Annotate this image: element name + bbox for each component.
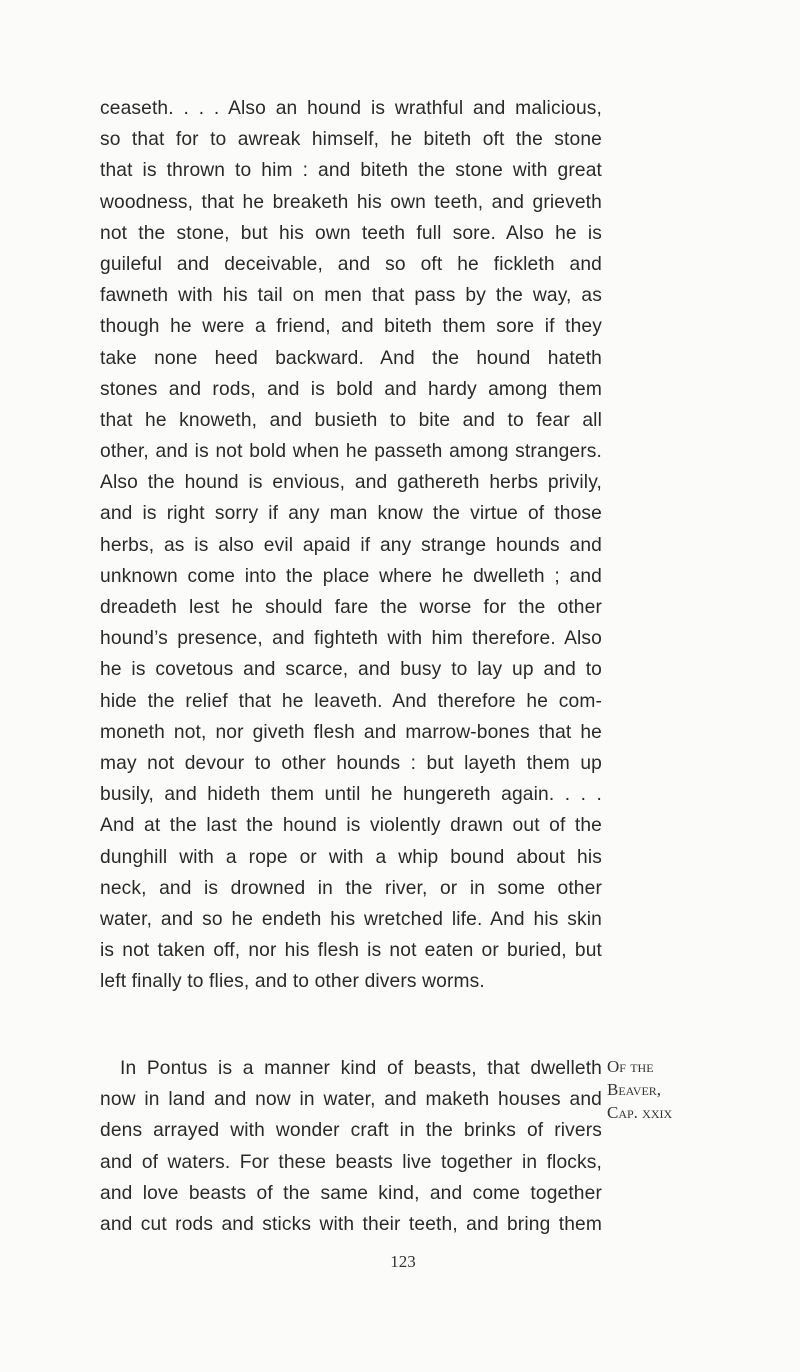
- marginal-note-title: Of the: [607, 1057, 654, 1076]
- text-line: herbs, as is also evil apaid if any strange hounds and: [100, 534, 602, 556]
- text-line: dens arrayed with wonder craft in the brinks of rivers: [100, 1120, 602, 1142]
- text-line: stones and rods, and is bold and hardy among them: [100, 378, 602, 400]
- text-line: take none heed backward. And the hound hateth: [100, 347, 602, 369]
- text-line: And at the last the hound is violently drawn out of the: [100, 815, 602, 837]
- text-line: may not devour to other hounds : but layeth them up: [100, 752, 602, 774]
- text-line: dunghill with a rope or with a whip bound about his: [100, 846, 602, 868]
- text-line: and cut rods and sticks with their teeth, and bring them: [100, 1213, 602, 1235]
- text-line: water, and so he endeth his wretched life. And his skin: [100, 908, 602, 930]
- text-line: hound’s presence, and fighteth with him therefore. Also: [100, 628, 602, 650]
- text-line: Also the hound is envious, and gathereth herbs privily,: [100, 472, 602, 494]
- text-line: that is thrown to him : and biteth the stone with great: [100, 160, 602, 182]
- text-line: and of waters. For these beasts live together in flocks,: [100, 1151, 602, 1173]
- text-line: now in land and now in water, and maketh houses and: [100, 1089, 602, 1111]
- page-number: 123: [390, 1252, 416, 1271]
- text-line: left finally to flies, and to other divers worms.: [100, 971, 485, 993]
- text-line: moneth not, nor giveth flesh and marrow-bones that he: [100, 721, 602, 743]
- text-line: though he were a friend, and biteth them sore if they: [100, 316, 602, 338]
- marginal-note: [607, 1055, 800, 1124]
- text-line: unknown come into the place where he dwelleth ; and: [100, 565, 602, 587]
- text-line: is not taken off, nor his flesh is not eaten or buried, but: [100, 940, 602, 962]
- text-line: woodness, that he breaketh his own teeth, and grieveth: [100, 191, 602, 213]
- marginal-note-chapter: Cap. xxix: [607, 1103, 673, 1122]
- text-line: ceaseth. . . . Also an hound is wrathful and malicious,: [100, 98, 602, 119]
- text-line: and love beasts of the same kind, and come together: [100, 1182, 602, 1204]
- text-line: he is covetous and scarce, and busy to lay up and to: [100, 659, 602, 681]
- text-line: not the stone, but his own teeth full sore. Also he is: [100, 222, 602, 244]
- text-line: guileful and deceivable, and so oft he fickleth and: [100, 253, 602, 275]
- text-line: busily, and hideth them until he hungereth again. . . .: [100, 784, 602, 806]
- text-line: that he knoweth, and busieth to bite and to fear all: [100, 409, 602, 431]
- paragraph-beaver: [100, 1053, 602, 1240]
- text-line: dreadeth lest he should fare the worse for the other: [100, 597, 602, 618]
- paragraph-hound: [100, 93, 602, 997]
- text-line: fawneth with his tail on men that pass by the way, as: [100, 285, 602, 307]
- text-line: other, and is not bold when he passeth among strangers.: [100, 441, 602, 463]
- text-line: so that for to awreak himself, he biteth oft the stone: [100, 129, 602, 151]
- marginal-note-subject: Beaver,: [607, 1080, 662, 1099]
- text-line: and is right sorry if any man know the virtue of those: [100, 503, 602, 525]
- text-line: hide the relief that he leaveth. And therefore he com-: [100, 690, 602, 712]
- text-line: In Pontus is a manner kind of beasts, that dwelleth: [120, 1058, 602, 1079]
- text-line: neck, and is drowned in the river, or in some other: [100, 877, 602, 899]
